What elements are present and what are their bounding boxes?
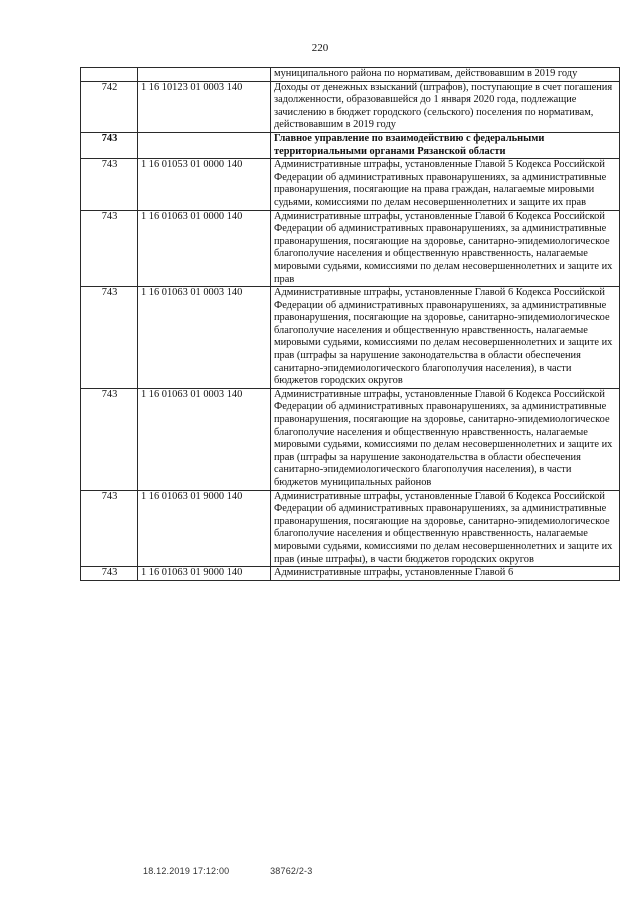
row-kbk-cell: 1 16 01063 01 0003 140 — [138, 388, 271, 490]
row-code-cell: 742 — [81, 81, 138, 132]
row-name-cell: Главное управление по взаимодействию с федеральными территориальными органами Рязанской области — [271, 132, 620, 158]
row-name-cell: Доходы от денежных взысканий (штрафов), поступающие в счет погашения задолженности, образовавшейся до 1 января 2020 года, подлежащие зачислению в бюджет городского (сельского) поселения по нормативам, действовавшим в 2019 году — [271, 81, 620, 132]
row-code-cell: 743 — [81, 159, 138, 210]
row-name-cell: Административные штрафы, установленные Главой 6 Кодекса Российской Федерации об административных правонарушениях, за административные правонарушения, посягающие на здоровье, санитарно-эпидемиологическое благополучие населения и общественную нравственность, налагаемые мировыми судьями, комиссиями по делам несовершеннолетних и защите их прав (штрафы за нарушение законодательства в области обеспечения санитарно-эпидемиологического благополучия населения), в части бюджетов муниципальных районов — [271, 388, 620, 490]
row-kbk-cell: 1 16 10123 01 0003 140 — [138, 81, 271, 132]
row-code-cell: 743 — [81, 287, 138, 389]
table-row — [81, 132, 620, 158]
row-code-cell: 743 — [81, 490, 138, 567]
row-code-cell — [81, 68, 138, 82]
row-name-cell: Административные штрафы, установленные Главой 6 Кодекса Российской Федерации об административных правонарушениях, за административные правонарушения, посягающие на здоровье, санитарно-эпидемиологическое благополучие населения и общественную нравственность, налагаемые мировыми судьями, комиссиями по делам несовершеннолетних и защите их прав — [271, 210, 620, 287]
footer-doc-id: 38762/2-3 — [270, 866, 313, 876]
row-name-cell: Административные штрафы, установленные Главой 6 Кодекса Российской Федерации об административных правонарушениях, за административные правонарушения, посягающие на здоровье, санитарно-эпидемиологическое благополучие населения и общественную нравственность, налагаемые мировыми судьями, комиссиями по делам несовершеннолетних и защите их прав (иные штрафы), в части бюджетов городских округов — [271, 490, 620, 567]
row-code-cell: 743 — [81, 388, 138, 490]
row-code-cell: 743 — [81, 210, 138, 287]
row-code-cell: 743 — [81, 132, 138, 158]
document-footer — [143, 866, 312, 876]
table-row — [81, 159, 620, 210]
table-row — [81, 210, 620, 287]
table-row — [81, 388, 620, 490]
table-row — [81, 490, 620, 567]
row-code-cell: 743 — [81, 567, 138, 581]
table-row — [81, 567, 620, 581]
row-name-cell: Административные штрафы, установленные Главой 6 Кодекса Российской Федерации об административных правонарушениях, за административные правонарушения, посягающие на здоровье, санитарно-эпидемиологическое благополучие населения и общественную нравственность, налагаемые мировыми судьями, комиссиями по делам несовершеннолетних и защите их прав (штрафы за нарушение законодательства в области обеспечения санитарно-эпидемиологического благополучия населения), в части бюджетов городских округов — [271, 287, 620, 389]
row-kbk-cell: 1 16 01063 01 0003 140 — [138, 287, 271, 389]
row-kbk-cell — [138, 132, 271, 158]
row-kbk-cell: 1 16 01053 01 0000 140 — [138, 159, 271, 210]
row-name-cell: Административные штрафы, установленные Главой 5 Кодекса Российской Федерации об административных правонарушениях, за административные правонарушения, посягающие на права граждан, налагаемые мировыми судьями, комиссиями по делам несовершеннолетних и защите их прав — [271, 159, 620, 210]
budget-codes-table — [80, 67, 620, 581]
row-name-cell: Административные штрафы, установленные Главой 6 — [271, 567, 620, 581]
table-row — [81, 68, 620, 82]
row-kbk-cell — [138, 68, 271, 82]
footer-datetime: 18.12.2019 17:12:00 — [143, 866, 230, 876]
row-kbk-cell: 1 16 01063 01 9000 140 — [138, 567, 271, 581]
row-kbk-cell: 1 16 01063 01 9000 140 — [138, 490, 271, 567]
row-kbk-cell: 1 16 01063 01 0000 140 — [138, 210, 271, 287]
row-name-cell: муниципального района по нормативам, действовавшим в 2019 году — [271, 68, 620, 82]
table-row — [81, 81, 620, 132]
page-number: 220 — [311, 42, 329, 54]
table-row — [81, 287, 620, 389]
table-body — [81, 68, 620, 581]
